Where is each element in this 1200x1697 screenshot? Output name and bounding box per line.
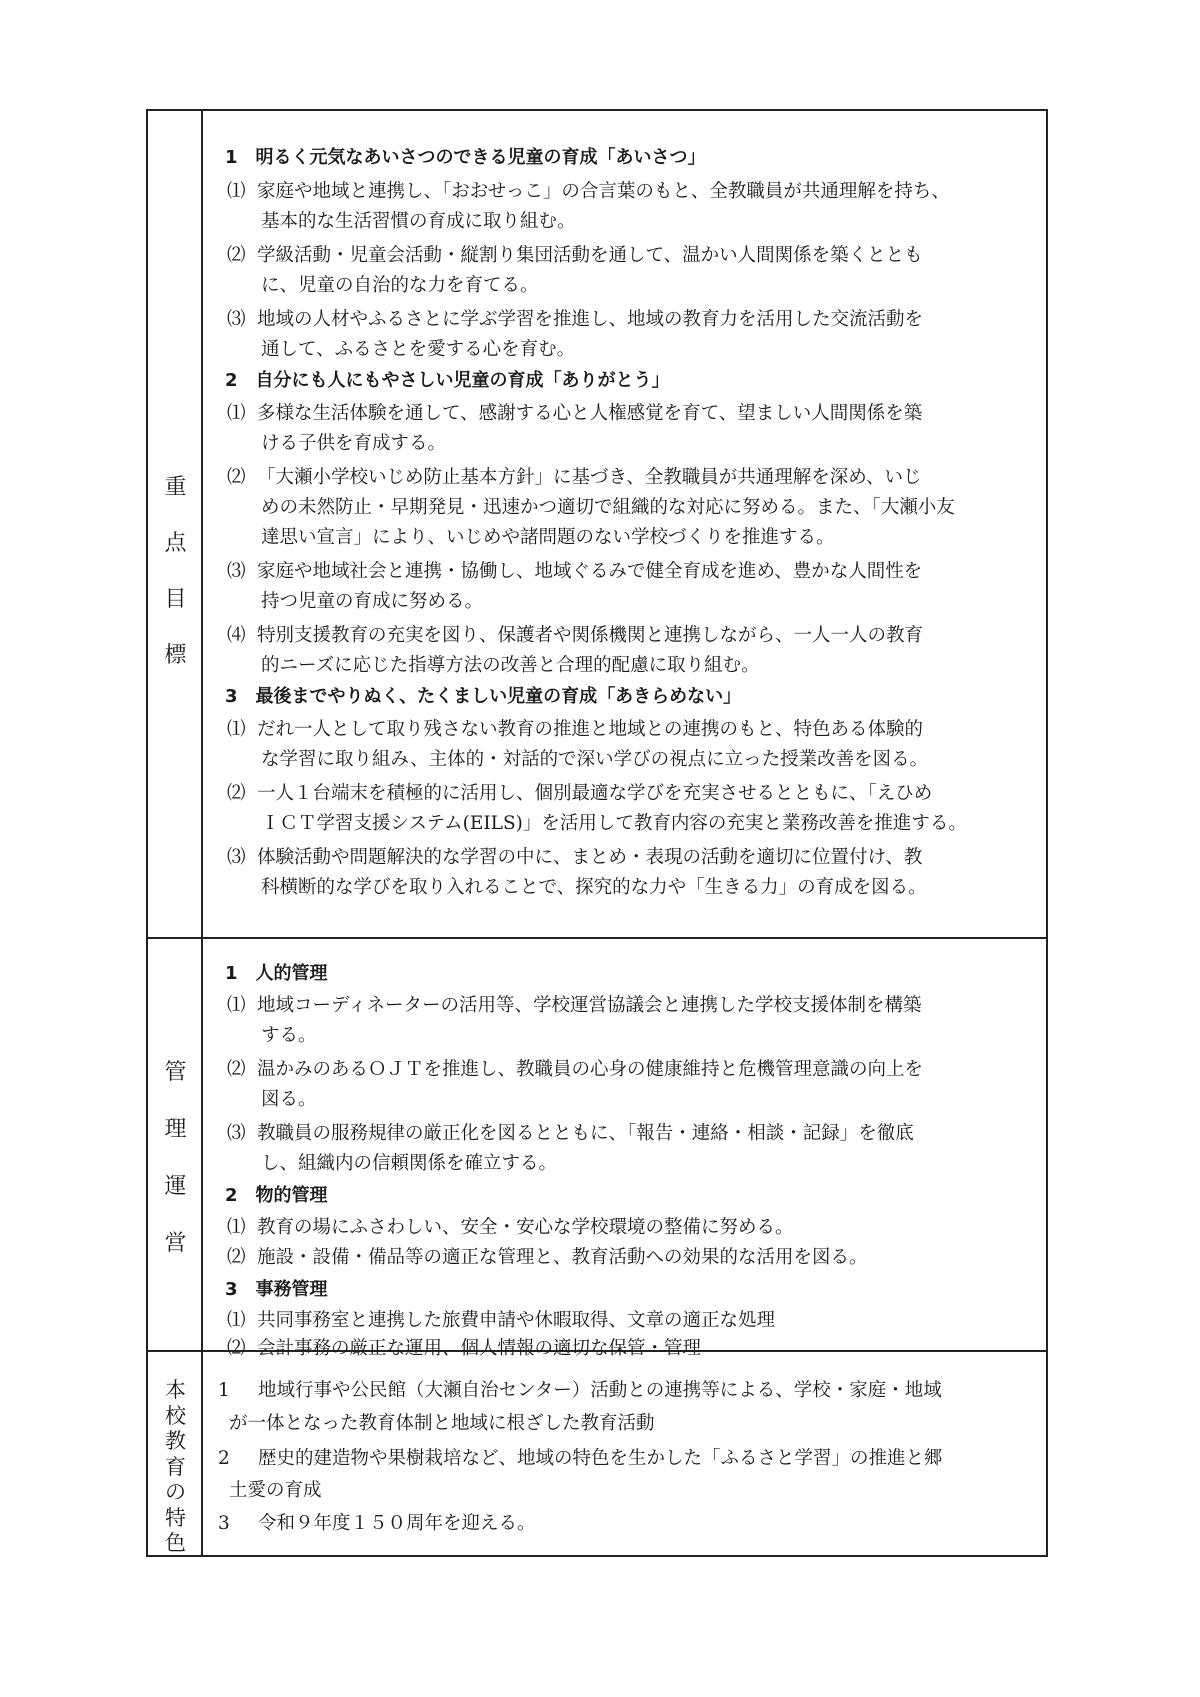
list-item: ⑵ 「大瀬小学校いじめ防止基本方針」に基づき、全教職員が共通理解を深め、いじ xyxy=(227,467,922,488)
list-item: ⑴ 家庭や地域と連携し、「おおせっこ」の合言葉のもと、全教職員が共通理解を持ち、 xyxy=(227,181,950,202)
list-item: ⑴ 共同事務室と連携した旅費申請や休暇取得、文章の適正な処理 xyxy=(227,1310,776,1331)
list-item-continuation: な学習に取り組み、主体的・対話的で深い学びの視点に立った授業改善を図る。 xyxy=(261,749,929,770)
section-content xyxy=(203,111,1046,937)
list-item: ⑵ 会計事務の厳正な運用、個人情報の適切な保管・管理 xyxy=(227,1338,702,1359)
list-item-continuation: ＩＣＴ学習支援システム(EILS)」を活用して教育内容の充実と業務改善を推進する。 xyxy=(261,813,967,834)
list-item-continuation: が一体となった教育体制と地域に根ざした教育活動 xyxy=(229,1413,655,1434)
list-item: ⑵ 温かみのあるＯＪＴを推進し、教職員の心身の健康維持と危機管理意識の向上を xyxy=(227,1059,924,1080)
list-item: ⑶ 地域の人材やふるさとに学ぶ学習を推進し、地域の教育力を活用した交流活動を xyxy=(227,309,924,330)
list-item-continuation: 通して、ふるさとを愛する心を育む。 xyxy=(261,339,576,360)
list-item-continuation: 的ニーズに応じた指導方法の改善と合理的配慮に取り組む。 xyxy=(261,655,760,676)
list-item-continuation: 持つ児童の育成に努める。 xyxy=(261,591,484,612)
management-heading: 1 人的管理 xyxy=(225,963,328,984)
list-item: ⑵ 一人１台端末を積極的に活用し、個別最適な学びを充実させるとともに、「えひめ xyxy=(227,783,933,804)
section-school-features xyxy=(148,1352,1046,1557)
list-item: 3 令和９年度１５０周年を迎える。 xyxy=(218,1513,536,1534)
list-item: ⑴ 多様な生活体験を通して、感謝する心と人権感覚を育て、望ましい人間関係を築 xyxy=(227,403,923,424)
list-item: ⑴ だれ一人として取り残さない教育の推進と地域との連携のもと、特色ある体験的 xyxy=(227,719,924,740)
section-management xyxy=(148,939,1046,1359)
section-label: 重 点 目 標 xyxy=(164,475,187,668)
section-label: 本 校 教 育 の 特 色 xyxy=(165,1378,186,1555)
list-item-continuation: 図る。 xyxy=(261,1089,317,1110)
list-item-continuation: する。 xyxy=(261,1025,317,1046)
list-item: ⑶ 家庭や地域社会と連携・協働し、地域ぐるみで健全育成を進め、豊かな人間性を xyxy=(227,561,923,582)
list-item: 1 地域行事や公民館（大瀬自治センター）活動との連携等による、学校・家庭・地域 xyxy=(218,1380,942,1401)
section-label-cell xyxy=(148,111,203,937)
list-item: ⑴ 地域コーディネーターの活用等、学校運営協議会と連携した学校支援体制を構築 xyxy=(227,995,922,1016)
section-label-cell xyxy=(148,939,203,1350)
list-item-continuation: し、組織内の信頼関係を確立する。 xyxy=(261,1153,558,1174)
management-heading: 2 物的管理 xyxy=(225,1185,328,1206)
list-item: ⑵ 施設・設備・備品等の適正な管理と、教育活動への効果的な活用を図る。 xyxy=(227,1247,868,1268)
list-item: ⑴ 教育の場にふさわしい、安全・安心な学校環境の整備に努める。 xyxy=(227,1217,794,1238)
goal-heading: 2 自分にも人にもやさしい児童の育成「ありがとう」 xyxy=(225,370,670,391)
management-heading: 3 事務管理 xyxy=(225,1279,328,1300)
list-item-continuation: 土愛の育成 xyxy=(229,1480,322,1501)
section-content xyxy=(203,939,1046,1359)
section-label: 管 理 運 営 xyxy=(164,1060,187,1256)
list-item: ⑶ 体験活動や問題解決的な学習の中に、まとめ・表現の活動を適切に位置付け、教 xyxy=(227,847,923,868)
list-item-continuation: 基本的な生活習慣の育成に取り組む。 xyxy=(261,211,576,232)
list-item-continuation: めの未然防止・早期発見・迅速かつ適切で組織的な対応に努める。また、「大瀬小友 xyxy=(261,497,955,518)
list-item-continuation: に、児童の自治的な力を育てる。 xyxy=(261,275,539,296)
list-item: ⑷ 特別支援教育の充実を図り、保護者や関係機関と連携しながら、一人一人の教育 xyxy=(227,625,924,646)
list-item-continuation: ける子供を育成する。 xyxy=(261,433,447,454)
section-content xyxy=(203,1352,1046,1557)
list-item-continuation: 達思い宣言」により、いじめや諸問題のない学校づくりを推進する。 xyxy=(261,527,835,548)
list-item: ⑶ 教職員の服務規律の厳正化を図るとともに、「報告・連絡・相談・記録」を徹底 xyxy=(227,1123,914,1144)
goal-heading: 1 明るく元気なあいさつのできる児童の育成「あいさつ」 xyxy=(225,147,706,168)
section-label-cell xyxy=(148,1352,203,1557)
document-table xyxy=(146,109,1048,1557)
goal-heading: 3 最後までやりぬく、たくましい児童の育成「あきらめない」 xyxy=(225,686,742,707)
list-item: 2 歴史的建造物や果樹栽培など、地域の特色を生かした「ふるさと学習」の推進と郷 xyxy=(218,1448,943,1469)
section-priority-goals xyxy=(148,111,1046,939)
list-item: ⑵ 学級活動・児童会活動・縦割り集団活動を通して、温かい人間関係を築くととも xyxy=(227,245,923,266)
list-item-continuation: 科横断的な学びを取り入れることで、探究的な力や「生きる力」の育成を図る。 xyxy=(261,877,927,898)
